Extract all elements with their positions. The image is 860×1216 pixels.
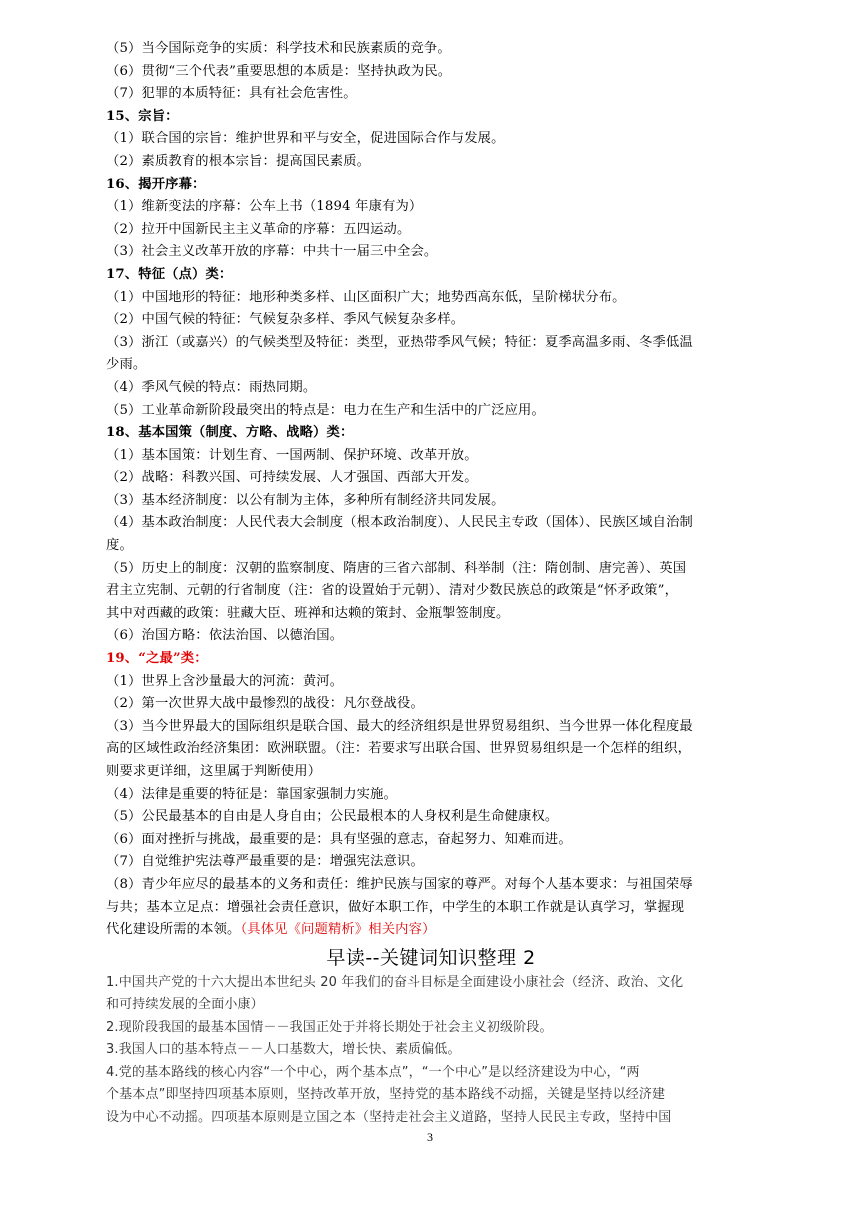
keyword-item: 1.中国共产党的十六大提出本世纪头 20 年我们的奋斗目标是全面建设小康社会（经济、政治、文化 (106, 974, 684, 990)
list-item: （3）浙江（或嘉兴）的气候类型及特征：类型，亚热带季风气候；特征：夏季高温多雨、冬季低温 (106, 334, 693, 350)
keyword-item: 4.党的基本路线的核心内容“一个中心，两个基本点”，“一个中心”是以经济建设为中心，“两 (106, 1064, 640, 1080)
list-item: （7）犯罪的本质特征：具有社会危害性。 (106, 86, 357, 102)
list-item: （4）季风气候的特点：雨热同期。 (106, 379, 317, 395)
keyword-item: 3.我国人口的基本特点－－人口基数大，增长快、素质偏低。 (106, 1042, 461, 1058)
list-item: （2）第一次世界大战中最惨烈的战役：凡尔登战役。 (106, 696, 424, 712)
list-item: （1）维新变法的序幕：公车上书（1894 年康有为） (106, 199, 423, 215)
list-item: 度。 (106, 538, 133, 554)
list-item: （3）基本经济制度：以公有制为主体，多种所有制经济共同发展。 (106, 492, 505, 508)
list-item: （1）联合国的宗旨：维护世界和平与安全，促进国际合作与发展。 (106, 131, 505, 147)
list-item: （4）法律是重要的特征是：靠国家强制力实施。 (106, 786, 397, 802)
page-number: 3 (427, 1130, 433, 1144)
knowledge-list (106, 38, 756, 919)
list-item: 其中对西藏的政策：驻藏大臣、班禅和达赖的策封、金瓶掣签制度。 (106, 605, 510, 621)
list-item: （5）当今国际竞争的实质：科学技术和民族素质的竞争。 (106, 41, 451, 56)
list-item: （1）世界上含沙量最大的河流：黄河。 (106, 673, 344, 689)
keyword-item: 个基本点”即坚持四项基本原则，坚持改革开放，坚持党的基本路线不动摇，关键是坚持以经济建 (106, 1087, 666, 1103)
section-title: 早读--关键词知识整理 2 (326, 946, 536, 969)
list-item: （1）中国地形的特征：地形种类多样、山区面积广大；地势西高东低，呈阶梯状分布。 (106, 289, 626, 305)
keyword-item: 2.现阶段我国的最基本国情－－我国正处于并将长期处于社会主义初级阶段。 (106, 1019, 553, 1035)
section-heading: 17、特征（点）类： (106, 266, 233, 282)
list-item: （4）基本政治制度：人民代表大会制度（根本政治制度）、人民民主专政（国体）、民族区域自治制 (106, 515, 693, 531)
section-heading: 15、宗旨： (106, 108, 179, 124)
list-item: 少雨。 (106, 357, 147, 373)
section-heading: 18、基本国策（制度、方略、战略）类： (106, 425, 354, 441)
list-item: （8）青少年应尽的最基本的义务和责任：维护民族与国家的尊严。对每个人基本要求：与祖国荣辱 (106, 876, 693, 892)
section-heading: 16、揭开序幕： (106, 176, 206, 192)
document-page (106, 38, 756, 1129)
list-item: （2）拉开中国新民主主义革命的序幕：五四运动。 (106, 221, 411, 237)
keyword-list (106, 972, 756, 1130)
keyword-item: 和可持续发展的全面小康） (106, 997, 264, 1013)
list-item: （5）公民最基本的自由是人身自由；公民最根本的人身权利是生命健康权。 (106, 809, 559, 825)
list-item: （6）面对挫折与挑战，最重要的是：具有坚强的意志，奋起努力、知难而进。 (106, 831, 572, 847)
reference-note: （具体见《问题精析》相关内容） (240, 922, 436, 938)
list-item: 则要求更详细，这里属于判断使用） (106, 764, 322, 779)
section-heading: 19、“之最”类： (106, 651, 208, 667)
list-item: （3）社会主义改革开放的序幕：中共十一届三中全会。 (106, 244, 438, 260)
list-item: 与共；基本立足点：增强社会责任意识，做好本职工作，中学生的本职工作就是认真学习，掌握现 (106, 899, 685, 915)
list-item: （2）战略：科教兴国、可持续发展、人才强国、西部大开发。 (106, 470, 478, 486)
list-item: 君主立宪制、元朝的行省制度（注：省的设置始于元朝）、清对少数民族总的政策是“怀矛政策”， (106, 583, 679, 599)
list-item: （6）贯彻“三个代表”重要思想的本质是：坚持执政为民。 (106, 63, 452, 79)
keyword-item: 设为中心不动摇。四项基本原则是立国之本（坚持走社会主义道路，坚持人民民主专政，坚持中国 (106, 1109, 672, 1125)
list-item: 高的区域性政治经济集团：欧洲联盟。（注：若要求写出联合国、世界贸易组织是一个怎样的组织， (106, 741, 692, 757)
list-item: （2）中国气候的特征：气候复杂多样、季风气候复杂多样。 (106, 312, 465, 328)
list-item: （6）治国方略：依法治国、以德治国。 (106, 628, 344, 644)
list-item: （5）历史上的制度：汉朝的监察制度、隋唐的三省六部制、科举制（注：隋创制、唐完善）、英国 (106, 560, 687, 576)
list-item: （5）工业革命新阶段最突出的特点是：电力在生产和生活中的广泛应用。 (106, 402, 545, 418)
list-item: （3）当今世界最大的国际组织是联合国、最大的经济组织是世界贸易组织、当今世界一体化程度最 (106, 718, 693, 734)
list-item: （1）基本国策：计划生育、一国两制、保护环境、改革开放。 (106, 447, 478, 463)
list-item: （7）自觉维护宪法尊严最重要的是：增强宪法意识。 (106, 854, 424, 870)
list-item-last: 代化建设所需的本领。（具体见《问题精析》相关内容） (106, 922, 436, 938)
list-item: （2）素质教育的根本宗旨：提高国民素质。 (106, 153, 371, 169)
